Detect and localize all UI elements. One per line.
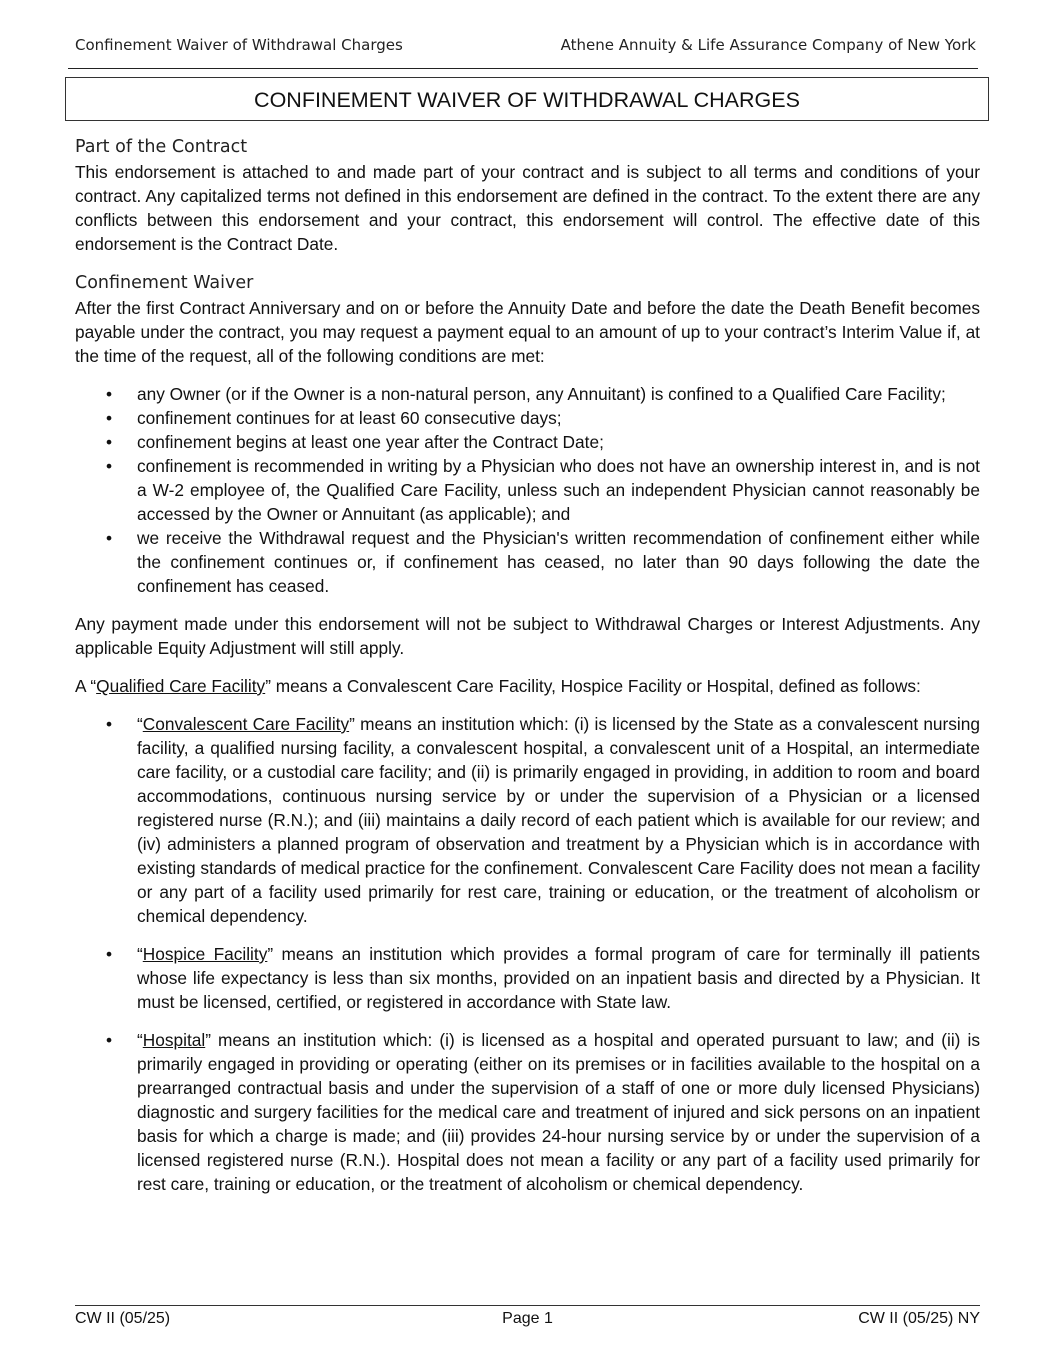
footer-form-number: CW II (05/25) [75, 1310, 171, 1327]
definition-item: • “Hospital” means an institution which: (i) is licensed as a hospital and operated pursuant to law; and (ii) is primarily engaged in providing or operating (either on its premises or in facilities available to the hospital on a prearranged contractual basis and under the supervision of a staff of one or more duly licensed Physicians) diagnostic and surgery facilities for the medical care and treatment of injured and sick persons on an inpatient basis for which a charge is made; and (iii) provides 24-hour nursing service by or under the supervision of a licensed registered nurse (R.N.). Hospital does not mean a facility or any part of a facility used primarily for rest care, training or education, or the treatment of alcoholism or chemical dependency. [106, 1030, 980, 1194]
defined-term: Convalescent Care Facility [142, 714, 350, 734]
list-item: • confinement begins at least one year after the Contract Date; [106, 432, 604, 452]
payment-paragraph: Any payment made under this endorsement will not be subject to Withdrawal Charges or Interest Adjustments. Any applicable Equity Adjustment will still apply. [75, 614, 980, 658]
bullet-icon: • [106, 408, 113, 428]
bullet-icon: • [106, 1030, 113, 1050]
list-item: • we receive the Withdrawal request and the Physician's written recommendation of confinement either while the confinement continues or, if confinement has ceased, no later than 90 days following the date the confinement has ceased. [106, 528, 980, 596]
definitions-list [75, 712, 980, 1196]
footer-divider [75, 1305, 980, 1306]
bullet-icon: • [106, 944, 113, 964]
defined-term: Qualified Care Facility [96, 676, 266, 696]
list-item: • any Owner (or if the Owner is a non-natural person, any Annuitant) is confined to a Qualified Care Facility; [106, 384, 946, 404]
footer-page-number: Page 1 [502, 1310, 553, 1327]
bullet-icon: • [106, 456, 113, 476]
document-title: CONFINEMENT WAIVER OF WITHDRAWAL CHARGES [65, 77, 989, 121]
section-paragraph: This endorsement is attached to and made part of your contract and is subject to all terms and conditions of your contract. Any capitalized terms not defined in this endorsement are defined in the contract. To the extent there are any conflicts between this endorsement and your contract, this endorsement will control. The effective date of this endorsement is the Contract Date. [75, 162, 980, 254]
footer-state-form-number: CW II (05/25) NY [858, 1310, 980, 1327]
bullet-icon: • [106, 432, 113, 452]
conditions-list [75, 382, 980, 598]
header-company-name: Athene Annuity & Life Assurance Company of New York [560, 36, 976, 54]
defined-term: Hospice Facility [142, 944, 268, 964]
qcf-definition: A “Qualified Care Facility” means a Convalescent Care Facility, Hospice Facility or Hospital, defined as follows: [75, 676, 921, 696]
list-item: • confinement is recommended in writing by a Physician who does not have an ownership interest in, and is not a W-2 employee of, the Qualified Care Facility, unless such an independent Physician cannot reasonably be accessed by the Owner or Annuitant (as applicable); and [106, 456, 980, 524]
section-heading: Confinement Waiver [75, 273, 254, 293]
section-heading: Part of the Contract [75, 137, 248, 157]
bullet-icon: • [106, 384, 113, 404]
defined-term: Hospital [142, 1030, 206, 1050]
definition-item: • “Convalescent Care Facility” means an institution which: (i) is licensed by the State as a convalescent nursing facility, a qualified nursing facility, a convalescent hospital, a convalescent unit of a Hospital, an intermediate care facility, or a custodial care facility; and (ii) is primarily engaged in providing, in addition to room and board accommodations, continuous nursing service by or under the supervision of a Physician or a licensed registered nurse (R.N.); and (iii) maintains a daily record of each patient which is available for our review; and (iv) administers a planned program of observation and treatment by a Physician which is in accordance with existing standards of medical practice for the confinement. Convalescent Care Facility does not mean a facility or any part of a facility used primarily for rest care, training or education, or the treatment of alcoholism or chemical dependency. [106, 714, 980, 926]
bullet-icon: • [106, 714, 113, 734]
section-paragraph: After the first Contract Anniversary and on or before the Annuity Date and before the date the Death Benefit becomes payable under the contract, you may request a payment equal to an amount of up to your contract’s Interim Value if, at the time of the request, all of the following conditions are met: [75, 298, 980, 366]
document-body [75, 134, 980, 1210]
list-item: • confinement continues for at least 60 consecutive days; [106, 408, 562, 428]
definition-item: • “Hospice Facility” means an institution which provides a formal program of care for terminally ill patients whose life expectancy is less than six months, provided on an inpatient basis and directed by a Physician. It must be licensed, certified, or registered in accordance with State law. [106, 944, 980, 1012]
header-form-title: Confinement Waiver of Withdrawal Charges [75, 36, 403, 54]
bullet-icon: • [106, 528, 113, 548]
header-divider [68, 68, 978, 69]
